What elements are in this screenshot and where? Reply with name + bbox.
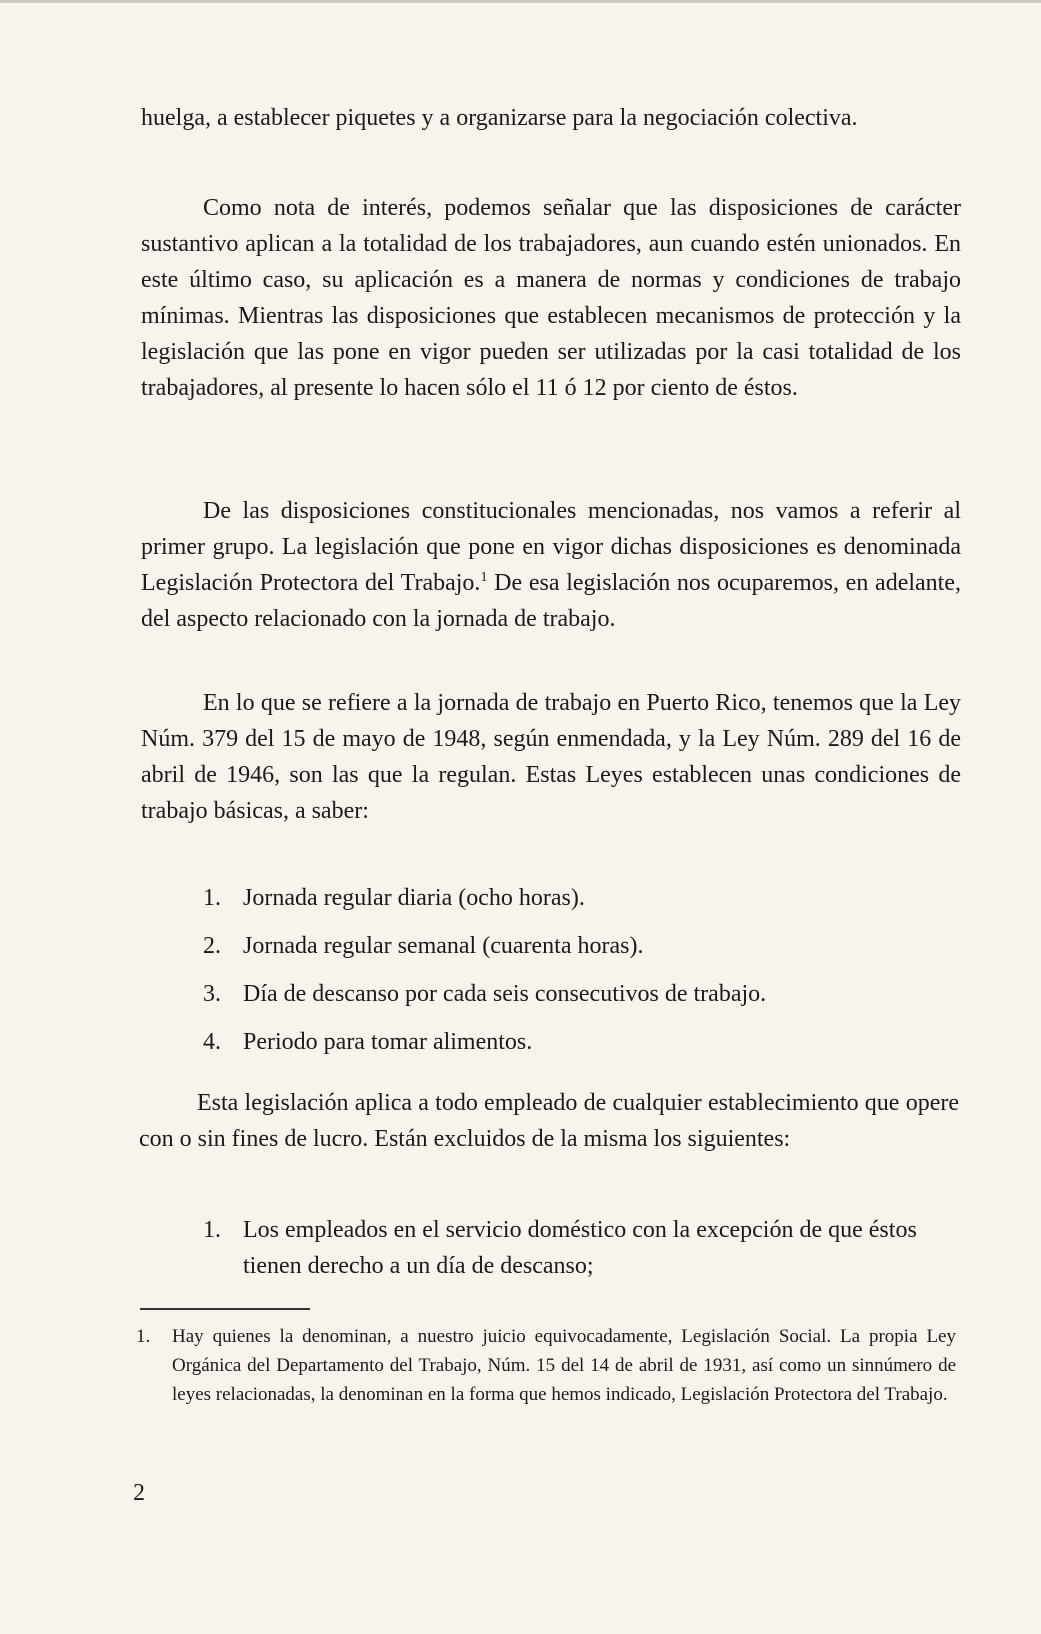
paragraph-text: De las disposiciones constitucionales mencionadas, nos vamos a referir al primer grupo. La legislación que pone en vigor dichas disposiciones es denominada Legislación Protectora del Trabajo. [141,498,961,596]
list-item-number: 3. [203,981,221,1007]
list-item-text: Jornada regular semanal (cuarenta horas). [243,933,644,959]
footnote [136,1322,956,1409]
list-item [203,880,963,928]
footnote-text: Hay quienes la denominan, a nuestro juicio equivocadamente, Legislación Social. La propia Ley Orgánica del Departamento del Trabajo, Núm. 15 del 14 de abril de 1931, así como un sinnúmero de leyes relacionadas, la denominan en la forma que hemos indicado, Legislación Protectora del Trabajo. [172,1326,956,1405]
list-item [203,928,963,976]
list-item [203,976,963,1024]
footnote-divider [140,1308,310,1310]
list-item-number: 2. [203,933,221,959]
list-item-text: Jornada regular diaria (ocho horas). [243,885,585,911]
list-item [203,1212,963,1284]
list-item-number: 1. [203,1217,221,1243]
list-item-number: 1. [203,885,221,911]
list-item-text: Periodo para tomar alimentos. [243,1029,533,1055]
paragraph-work-day: En lo que se refiere a la jornada de trabajo en Puerto Rico, tenemos que la Ley Núm. 379 del 15 de mayo de 1948, según enmendada, y la Ley Núm. 289 del 16 de abril de 1946, son las que la regulan. Estas Leyes establecen unas condiciones de trabajo básicas, a saber: [141,690,961,824]
list-item-text: Los empleados en el servicio doméstico con la excepción de que éstos tienen derecho a un día de descanso; [243,1217,917,1279]
paragraph-constitutional-provisions [141,493,961,637]
conditions-list [203,880,963,1072]
exclusions-list [203,1212,963,1284]
page-top-edge [0,0,1041,3]
paragraph-interest-note: Como nota de interés, podemos señalar que las disposiciones de carácter sustantivo aplican a la totalidad de los trabajadores, aun cuando estén unionados. En este último caso, su aplicación es a manera de normas y condiciones de trabajo mínimas. Mientras las disposiciones que establecen mecanismos de protección y la legislación que las pone en vigor pueden ser utilizadas por la casi totalidad de los trabajadores, al presente lo hacen sólo el 11 ó 12 por ciento de éstos. [141,195,961,401]
list-item-text: Día de descanso por cada seis consecutivos de trabajo. [243,981,767,1007]
footnote-reference: 1 [480,570,488,585]
paragraph-text-continued: De esa legislación nos ocuparemos, en adelante, del aspecto relacionado con la jornada de trabajo. [141,570,961,632]
page-number: 2 [133,1480,145,1506]
list-item [203,1024,963,1072]
list-item-number: 4. [203,1029,221,1055]
footnote-number: 1. [136,1326,151,1347]
paragraph-scope: Esta legislación aplica a todo empleado de cualquier establecimiento que opere con o sin fines de lucro. Están excluidos de la misma los siguientes: [139,1090,959,1152]
paragraph-continuation: huelga, a establecer piquetes y a organizarse para la negociación colectiva. [141,105,858,131]
